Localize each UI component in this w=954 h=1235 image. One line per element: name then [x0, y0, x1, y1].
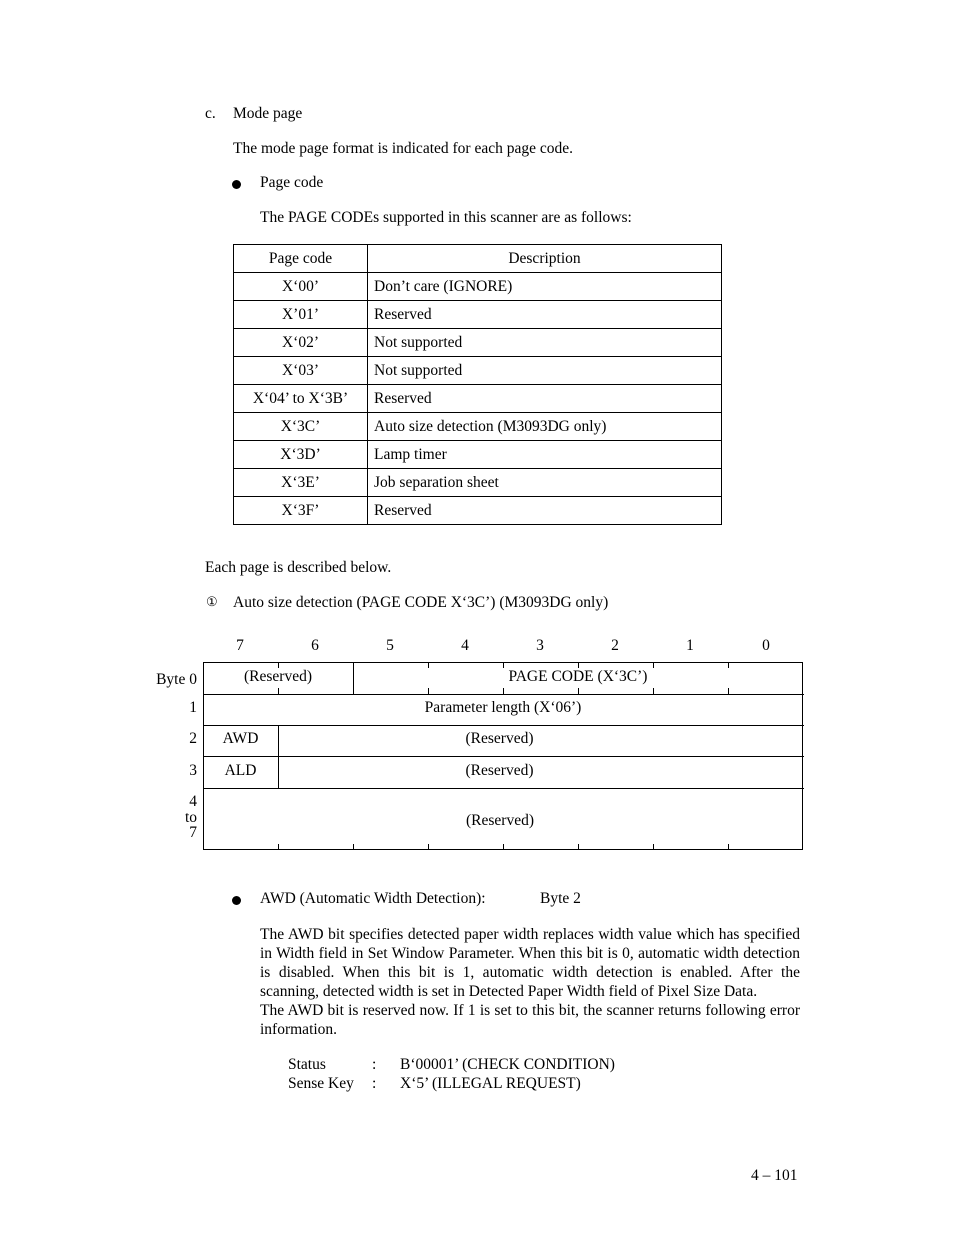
bit-number: 4 [461, 637, 469, 654]
circled-number-icon: ① [206, 594, 218, 609]
byte0-page-code: PAGE CODE (X‘3C’) [508, 668, 648, 685]
table-cell: X‘04’ to X‘3B’ [234, 385, 368, 413]
table-row [234, 413, 722, 441]
bit-number: 7 [236, 637, 244, 654]
table-cell: Auto size detection (M3093DG only) [368, 413, 722, 441]
table-cell: X’01’ [234, 301, 368, 329]
bit-tick [578, 844, 579, 850]
bit-number: 3 [536, 637, 544, 654]
table-row [234, 497, 722, 525]
byte-label: 7 [189, 824, 197, 841]
table-row [234, 385, 722, 413]
table-header: Page code [234, 245, 368, 273]
page-code-table [233, 244, 722, 525]
awd-title: AWD (Automatic Width Detection): [260, 890, 486, 907]
byte-label: 3 [189, 762, 197, 779]
bit-tick [503, 688, 504, 694]
table-header-row [234, 245, 722, 273]
byte-label: 2 [189, 730, 197, 747]
byte-label: to [184, 809, 197, 826]
byte1-parameter-length: Parameter length (X‘06’) [424, 699, 582, 716]
each-page-text: Each page is described below. [205, 559, 392, 576]
sense-key-label: Sense Key [288, 1075, 354, 1092]
bullet-icon [232, 180, 241, 189]
bit-number: 6 [311, 637, 319, 654]
page-number: 4 – 101 [751, 1167, 798, 1184]
awd-description [260, 925, 800, 1039]
table-row [234, 469, 722, 497]
row-divider [203, 756, 804, 757]
table-cell: X‘3E’ [234, 469, 368, 497]
table-cell: X‘3D’ [234, 441, 368, 469]
bit-number: 2 [611, 637, 619, 654]
bit-tick [578, 688, 579, 694]
bullet-icon [232, 896, 241, 905]
bit-number: 0 [762, 637, 770, 654]
table-header: Description [368, 245, 722, 273]
bit-tick [428, 844, 429, 850]
awd-paragraph-2: The AWD bit is reserved now. If 1 is set to this bit, the scanner returns following error information. [260, 1002, 800, 1038]
table-row [234, 357, 722, 385]
bit-tick [653, 844, 654, 850]
table-cell: X‘3F’ [234, 497, 368, 525]
bit-tick [428, 688, 429, 694]
table-cell: Job separation sheet [368, 469, 722, 497]
bit-tick [728, 688, 729, 694]
row-divider [203, 788, 804, 789]
sense-key-value: X‘5’ (ILLEGAL REQUEST) [400, 1075, 581, 1092]
subsection-title: Auto size detection (PAGE CODE X‘3C’) (M3093DG only) [233, 594, 609, 611]
awd-paragraph-1: The AWD bit specifies detected paper width replaces width value which has specified in Width field in Set Window Parameter. When this bit is 0, automatic width detection is disabled. When this bit is 1, automatic width detection is enabled. After the scanning, detected width is set in Detected Paper Width field of Pixel Size Data. [260, 926, 800, 1000]
section-title: Mode page [233, 105, 303, 122]
table-cell: Don’t care (IGNORE) [368, 273, 722, 301]
row-divider [203, 694, 804, 695]
byte0-reserved: (Reserved) [244, 668, 312, 685]
table-row [234, 301, 722, 329]
table-cell: X‘3C’ [234, 413, 368, 441]
byte4-7-reserved: (Reserved) [466, 812, 534, 829]
bit-tick [278, 688, 279, 694]
table-row [234, 329, 722, 357]
bit-tick [653, 688, 654, 694]
bit-tick [353, 844, 354, 850]
byte2-awd: AWD [222, 730, 259, 747]
page-code-bullet-text: The PAGE CODEs supported in this scanner are as follows: [260, 209, 632, 226]
page-code-bullet-title: Page code [260, 174, 324, 191]
table-cell: Reserved [368, 497, 722, 525]
byte-label: Byte 0 [156, 671, 197, 688]
bit-number: 1 [686, 637, 694, 654]
bit-tick [278, 844, 279, 850]
byte-label: 4 [189, 793, 197, 810]
bit-tick [728, 844, 729, 850]
table-cell: Reserved [368, 301, 722, 329]
byte3-ald: ALD [224, 762, 257, 779]
byte2-reserved: (Reserved) [465, 730, 534, 747]
byte3-reserved: (Reserved) [465, 762, 534, 779]
table-cell: X‘02’ [234, 329, 368, 357]
sense-key-separator: : [372, 1075, 377, 1092]
table-cell: Lamp timer [368, 441, 722, 469]
status-separator: : [372, 1056, 377, 1073]
table-cell: Not supported [368, 357, 722, 385]
table-cell: X‘00’ [234, 273, 368, 301]
table-cell: Reserved [368, 385, 722, 413]
table-row [234, 273, 722, 301]
byte-label: 1 [189, 699, 197, 716]
status-value: B‘00001’ (CHECK CONDITION) [400, 1056, 615, 1073]
section-intro: The mode page format is indicated for each page code. [233, 140, 573, 157]
bit-tick [503, 844, 504, 850]
row-divider [203, 725, 804, 726]
table-row [234, 441, 722, 469]
status-label: Status [288, 1056, 326, 1073]
table-cell: Not supported [368, 329, 722, 357]
awd-byte: Byte 2 [540, 890, 581, 907]
bit-number: 5 [386, 637, 394, 654]
table-cell: X‘03’ [234, 357, 368, 385]
section-marker: c. [205, 105, 216, 122]
